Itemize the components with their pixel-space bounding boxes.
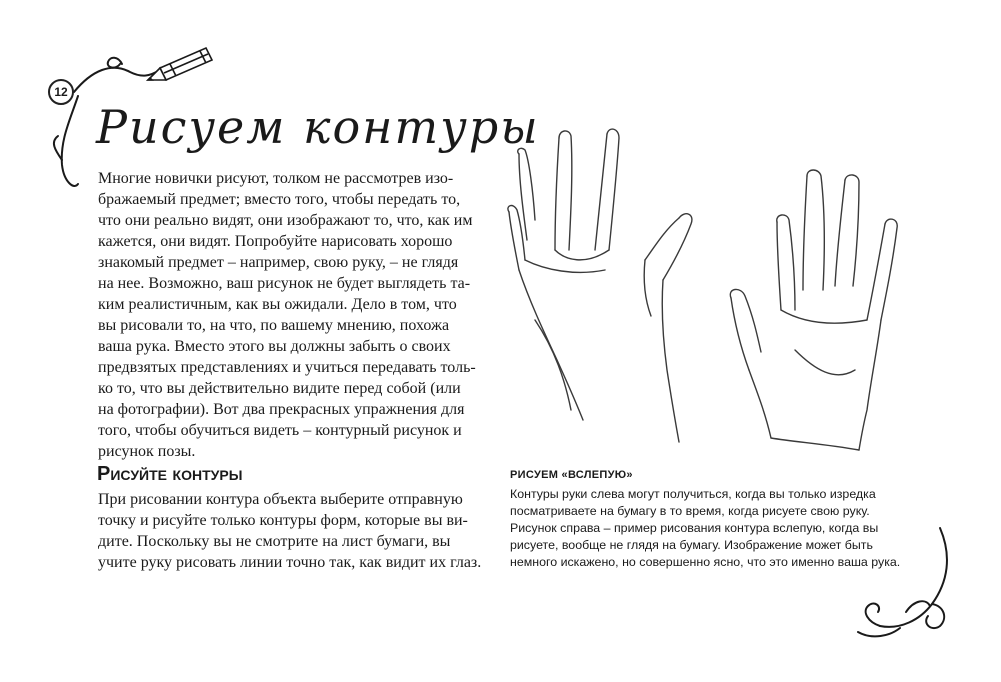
caption-line: немного искажено, но совершенно ясно, что это именно ваша рука.	[510, 555, 901, 569]
caption-title: РИСУЕМ «ВСЛЕПУЮ»	[510, 469, 633, 481]
body-line: вы рисовали то, на что, по вашему мнению, похожа	[98, 317, 450, 334]
page-number: 12	[48, 79, 74, 105]
body-line: кажется, они видят. Попробуйте нарисовать хорошо	[98, 233, 453, 250]
right-hand-sketch	[730, 170, 897, 450]
section-line: При рисовании контура объекта выберите отправную	[98, 491, 463, 508]
body-line: рисунок позы.	[98, 443, 196, 460]
body-line: на фотографии). Вот два прекрасных упражнения для	[98, 401, 465, 418]
body-line: знакомый предмет – например, свою руку, – не глядя	[98, 254, 459, 271]
body-line: ким реалистичным, как вы ожидали. Дело в том, что	[98, 296, 457, 313]
section-line: точку и рисуйте только контуры форм, которые вы ви-	[98, 512, 468, 529]
body-paragraph	[98, 168, 486, 462]
left-hand-sketch	[508, 129, 692, 442]
caption-line: Рисунок справа – пример рисования контура вслепую, когда вы	[510, 521, 879, 535]
section-line: учите руку рисовать линии точно так, как видит их глаз.	[98, 554, 482, 571]
pencil-icon	[148, 48, 212, 80]
body-line: бражаемый предмет; вместо того, чтобы передать то,	[98, 191, 461, 208]
hand-sketches	[495, 120, 915, 460]
section-heading: Рисуйте контуры	[97, 463, 243, 485]
body-line: ко то, что вы действительно видите перед собой (или	[98, 380, 461, 397]
section-line: дите. Поскольку вы не смотрите на лист бумаги, вы	[98, 533, 451, 550]
caption-line: Контуры руки слева могут получиться, когда вы только изредка	[510, 487, 876, 501]
caption-line: рисуете, вообще не глядя на бумагу. Изображение может быть	[510, 538, 873, 552]
body-line: предвзятых представлениях и учиться передавать толь-	[98, 359, 476, 376]
body-line: Многие новички рисуют, толком не рассмотрев изо-	[98, 170, 454, 187]
body-line: на нее. Возможно, ваш рисунок не будет выглядеть та-	[98, 275, 471, 292]
caption-line: посматриваете на бумагу в то время, когда рисуете свою руку.	[510, 504, 870, 518]
body-line: ваша рука. Вместо этого вы должны забыть о своих	[98, 338, 451, 355]
body-line: что они реально видят, они изображают то, что, как им	[98, 212, 473, 229]
body-line: того, чтобы обучиться видеть – контурный рисунок и	[98, 422, 462, 439]
section-paragraph	[98, 489, 486, 573]
caption-text	[510, 486, 906, 571]
page-title: Рисуем контуры	[96, 100, 540, 154]
